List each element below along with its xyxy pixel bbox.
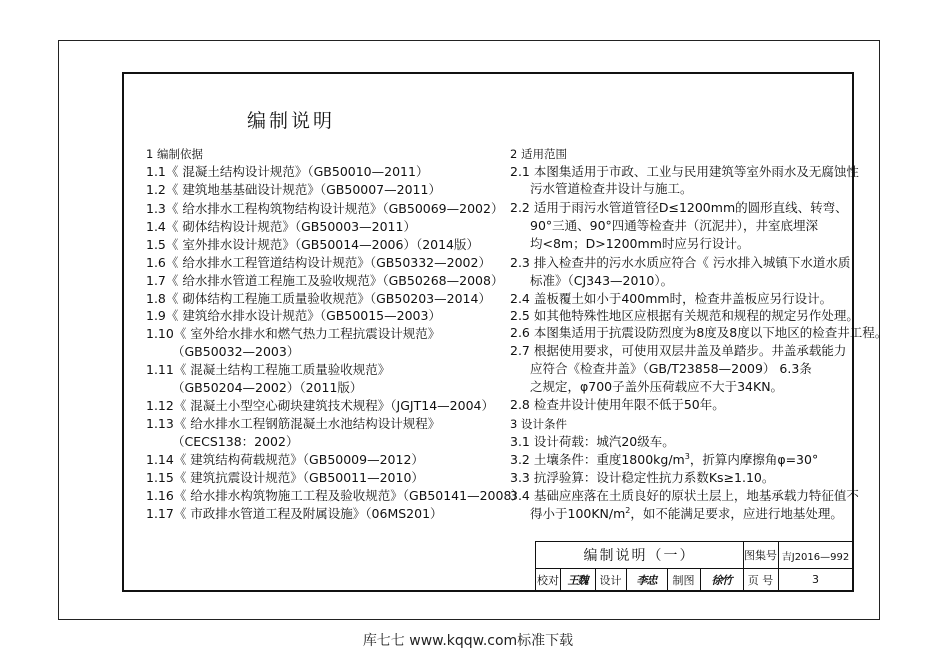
list-item: 1.15《 建筑抗震设计规范》（GB50011—2010） bbox=[146, 470, 424, 485]
list-item: 1.14《 建筑结构荷载规范》（GB50009—2012） bbox=[146, 452, 424, 467]
list-item: 2.2 适用于雨污水管道管径D≤1200mm的圆形直线、转弯、 bbox=[510, 200, 848, 215]
list-item-continuation: 之规定，φ700子盖外压荷载应不大于34KN。 bbox=[530, 379, 784, 394]
list-item: 2.7 根据使用要求，可使用双层井盖及单踏步。井盖承载能力 bbox=[510, 343, 847, 358]
list-item: 1.7《 给水排水管道工程施工及验收规范》（GB50268—2008） bbox=[146, 273, 504, 288]
list-item-continuation: 标准》（CJ343—2010）。 bbox=[530, 273, 674, 288]
list-item: 1.8《 砌体结构工程施工质量验收规范》（GB50203—2014） bbox=[146, 291, 491, 306]
list-item-continuation: 应符合《检查井盖》（GB/T23858—2009） 6.3条 bbox=[530, 361, 812, 376]
list-item: 1.2《 建筑地基基础设计规范》（GB50007—2011） bbox=[146, 182, 441, 197]
section-heading: 3 设计条件 bbox=[510, 417, 567, 431]
list-item: 2.5 如其他特殊性地区应根据有关规范和规程的规定另作处理。 bbox=[510, 308, 859, 323]
list-item: 1.4《 砌体结构设计规范》（GB50003—2011） bbox=[146, 219, 416, 234]
list-item-continuation: 得小于$100KN/m^2$，如不能满足要求，应进行地基处理。 bbox=[530, 505, 843, 521]
drawing-title: 编制说明（一） bbox=[583, 548, 696, 564]
design-signature: 李忠 bbox=[636, 573, 657, 587]
list-item: 2.1 本图集适用于市政、工业与民用建筑等室外雨水及无腐蚀性 bbox=[510, 164, 859, 179]
page-label: 页 号 bbox=[747, 573, 774, 587]
section-heading: 1 编制依据 bbox=[146, 147, 203, 161]
list-item-continuation: 90°三通、90°四通等检查井（沉泥井），井室底埋深 bbox=[530, 218, 819, 233]
page-number: 3 bbox=[812, 573, 819, 586]
atlas-no-label: 图集号 bbox=[744, 549, 777, 562]
title-block bbox=[535, 541, 852, 590]
list-item-continuation: （GB50032—2003） bbox=[172, 344, 300, 359]
list-item: 1.13《 给水排水工程钢筋混凝土水池结构设计规程》 bbox=[146, 416, 441, 431]
list-item: 1.17《 市政排水管道工程及附属设施》（06MS201） bbox=[146, 506, 443, 521]
list-item-continuation: （GB50204—2002）（2011版） bbox=[172, 380, 363, 395]
list-item-continuation: 均<8m；D>1200mm时应另行设计。 bbox=[530, 236, 750, 251]
list-item: 2.4 盖板覆土如小于400mm时，检查井盖板应另行设计。 bbox=[510, 291, 833, 306]
check-label: 校对 bbox=[537, 573, 559, 587]
list-item: 1.9《 建筑给水排水设计规范》（GB50015—2003） bbox=[146, 308, 441, 323]
page-title: 编制说明 bbox=[247, 110, 336, 132]
list-item: 3.1 设计荷载：城汽20级车。 bbox=[510, 434, 675, 449]
section-heading: 2 适用范围 bbox=[510, 147, 567, 161]
list-item: 2.8 检查井设计使用年限不低于50年。 bbox=[510, 397, 725, 412]
list-item: 1.6《 给水排水工程管道结构设计规范》（GB50332—2002） bbox=[146, 255, 491, 270]
draw-signature: 徐竹 bbox=[711, 573, 732, 587]
list-item-continuation: 污水管道检查井设计与施工。 bbox=[530, 181, 693, 196]
atlas-no: 吉J2016—992 bbox=[781, 551, 850, 563]
list-item: 1.5《 室外排水设计规范》（GB50014—2006）（2014版） bbox=[146, 237, 480, 252]
list-item-continuation: （CECS138：2002） bbox=[172, 434, 299, 449]
list-item: 1.12《 混凝土小型空心砌块建筑技术规程》（JGJT14—2004） bbox=[146, 398, 494, 413]
list-item: 2.3 排入检查井的污水水质应符合《 污水排入城镇下水道水质 bbox=[510, 255, 851, 270]
draw-label: 制图 bbox=[672, 573, 695, 587]
list-item: 1.16《 给水排水构筑物施工工程及验收规范》（GB50141—2008） bbox=[146, 488, 524, 503]
list-item: 1.10《 室外给水排水和燃气热力工程抗震设计规范》 bbox=[146, 326, 441, 341]
list-item: 1.1《 混凝土结构设计规范》（GB50010—2011） bbox=[146, 164, 429, 179]
list-item: 3.3 抗浮验算：设计稳定性抗力系数Ks≥1.10。 bbox=[510, 470, 775, 485]
check-signature: 王魏 bbox=[567, 573, 588, 587]
list-item: 2.6 本图集适用于抗震设防烈度为8度及8度以下地区的检查井工程。 bbox=[510, 325, 888, 340]
list-item: 1.11《 混凝土结构工程施工质量验收规范》 bbox=[146, 362, 391, 377]
design-label: 设计 bbox=[599, 573, 622, 587]
footer-watermark: 库七七 www.kqqw.com标准下载 bbox=[362, 633, 574, 649]
list-item-soil-condition: 3.2 土壤条件：重度$1800kg/m^3$，折算内摩擦角φ=30° bbox=[510, 451, 819, 467]
list-item: 3.4 基础应座落在土质良好的原状土层上，地基承载力特征值不 bbox=[510, 488, 859, 503]
list-item: 1.3《 给水排水工程构筑物结构设计规范》（GB50069—2002） bbox=[146, 201, 504, 216]
